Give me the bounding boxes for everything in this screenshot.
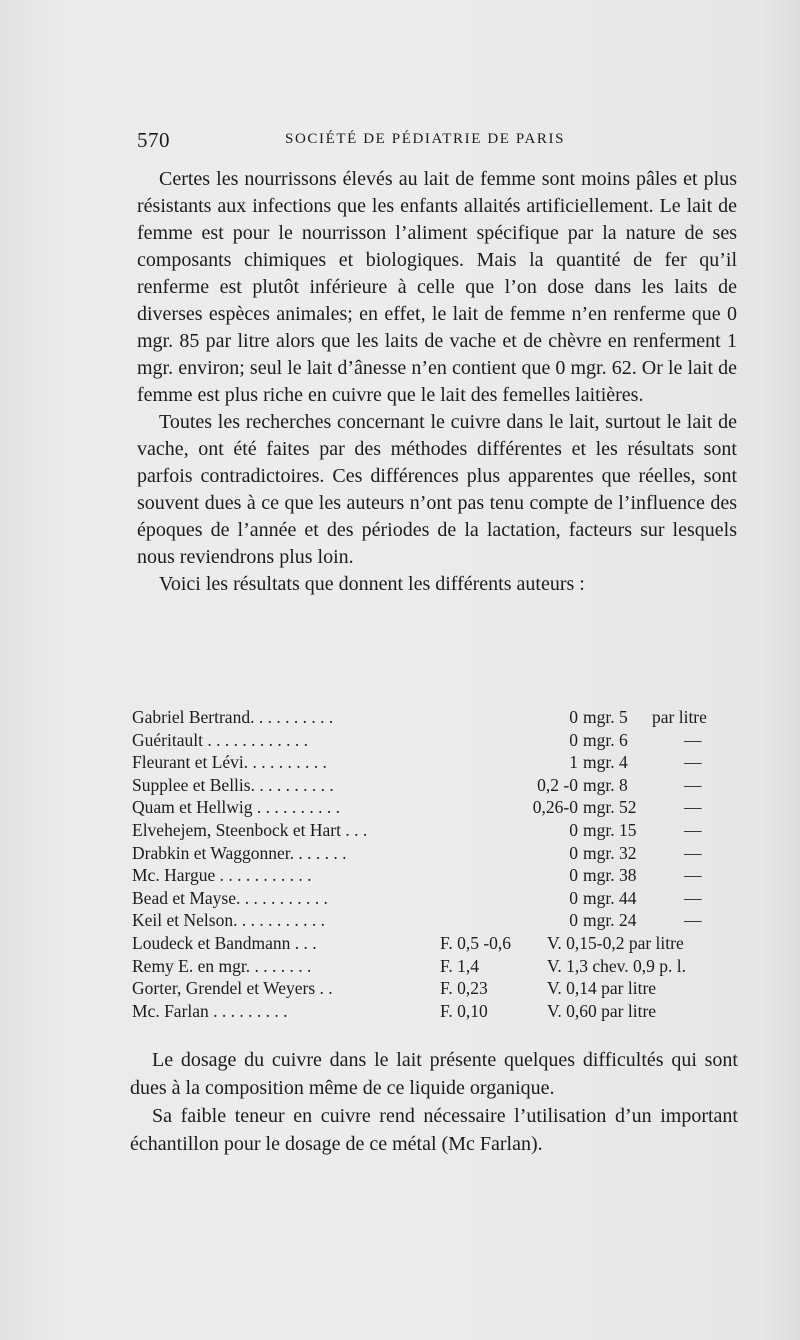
table-row-fv <box>132 1000 742 1023</box>
value-mgr: mgr. 6 <box>583 729 628 750</box>
value-mgr: mgr. 15 <box>583 819 637 840</box>
author-name: Mc. Hargue . . . . . . . . . . . <box>132 865 312 886</box>
closing-text <box>130 1046 738 1158</box>
value-lead: 0 <box>569 887 578 908</box>
paragraph-results-intro: Voici les résultats que donnent les différents auteurs : <box>159 573 585 595</box>
author-name: Remy E. en mgr. . . . . . . . <box>132 955 312 976</box>
author-name: Fleurant et Lévi. . . . . . . . . . <box>132 752 327 773</box>
ditto-dash: — <box>684 797 702 818</box>
value-mgr: mgr. 24 <box>583 910 637 931</box>
value-f: F. 0,5 -0,6 <box>440 932 512 953</box>
unit-label: par litre <box>652 707 707 727</box>
value-mgr: mgr. 44 <box>583 887 637 908</box>
value-lead: 0 <box>569 707 578 727</box>
table-row-fv <box>132 932 742 955</box>
body-text <box>137 166 737 598</box>
value-lead: 0 <box>569 910 578 931</box>
author-name: Bead et Mayse. . . . . . . . . . . <box>132 887 328 908</box>
author-name: Quam et Hellwig . . . . . . . . . . <box>132 797 341 818</box>
author-name: Mc. Farlan . . . . . . . . . <box>132 1000 288 1021</box>
table-row <box>132 796 742 819</box>
page-header <box>137 128 607 156</box>
author-name: Gorter, Grendel et Weyers . . <box>132 978 333 999</box>
table-row <box>132 842 742 865</box>
table-row <box>132 706 742 729</box>
ditto-dash: — <box>684 910 702 931</box>
value-f: F. 0,23 <box>440 978 488 999</box>
ditto-dash: — <box>684 774 702 795</box>
author-name: Drabkin et Waggonner. . . . . . . <box>132 842 347 863</box>
author-name: Loudeck et Bandmann . . . <box>132 932 317 953</box>
ditto-dash: — <box>684 752 702 773</box>
ditto-dash: — <box>684 729 702 750</box>
paragraph-iron-copper: Certes les nourrissons élevés au lait de femme sont moins pâles et plus résistants aux infections que les enfants allaités artificiellement. Le lait de femme est pour le nourrisson l’aliment spécifique par la nature de ses composants chimiques et biologiques. Mais la quantité de fer qu’il renferme est plutôt inférieure à celle que l’on dose dans les laits de diverses espèces animales; en effet, le lait de femme n’en renferme que 0 mgr. 85 par litre alors que les laits de vache et de chèvre en renferment 1 mgr. environ; seul le lait d’ânesse n’en contient que 0 mgr. 62. Or le lait de femme est plus riche en cuivre que le lait des femelles laitières. <box>137 168 737 406</box>
ditto-dash: — <box>684 887 702 908</box>
page-number: 570 <box>137 128 170 152</box>
author-name: Elvehejem, Steenbock et Hart . . . <box>132 819 368 840</box>
value-mgr: mgr. 8 <box>583 774 628 795</box>
value-mgr: mgr. 32 <box>583 842 637 863</box>
value-v: V. 1,3 chev. 0,9 p. l. <box>547 955 687 976</box>
value-mgr: mgr. 5 <box>583 707 628 727</box>
table-row <box>132 909 742 932</box>
ditto-dash: — <box>684 819 702 840</box>
table-row <box>132 729 742 752</box>
table-row <box>132 751 742 774</box>
value-mgr: mgr. 52 <box>583 797 637 818</box>
author-name: Guéritault . . . . . . . . . . . . <box>132 729 308 750</box>
table-row <box>132 774 742 797</box>
value-lead: 0 <box>569 865 578 886</box>
value-v: V. 0,15-0,2 par litre <box>547 932 684 953</box>
running-title: SOCIÉTÉ DE PÉDIATRIE DE PARIS <box>285 131 566 147</box>
ditto-dash: — <box>684 865 702 886</box>
value-lead: 0 <box>569 729 578 750</box>
value-lead: 0 <box>569 819 578 840</box>
author-name: Keil et Nelson. . . . . . . . . . . <box>132 910 325 931</box>
value-mgr: mgr. 38 <box>583 865 637 886</box>
paragraph-sample-size: Sa faible teneur en cuivre rend nécessaire l’utilisation d’un important échantillon pour le dosage de ce métal (Mc Farlan). <box>130 1105 738 1155</box>
value-f: F. 0,10 <box>440 1000 488 1021</box>
table-row <box>132 819 742 842</box>
paragraph-research: Toutes les recherches concernant le cuivre dans le lait, surtout le lait de vache, ont été faites par des méthodes différentes et les résultats sont parfois contradictoires. Ces différences plus apparentes que réelles, sont souvent dues à ce que les auteurs n’ont pas tenu compte de l’influence des époques de l’année et des périodes de la lactation, facteurs sur lesquels nous reviendrons plus loin. <box>137 411 737 568</box>
table-row <box>132 864 742 887</box>
value-v: V. 0,14 par litre <box>547 978 657 999</box>
paragraph-difficulties: Le dosage du cuivre dans le lait présente quelques difficultés qui sont dues à la composition même de ce liquide organique. <box>130 1049 738 1099</box>
ditto-dash: — <box>684 842 702 863</box>
results-table <box>132 706 742 1022</box>
author-name: Gabriel Bertrand. . . . . . . . . . <box>132 707 334 727</box>
value-f: F. 1,4 <box>440 955 479 976</box>
table-row-fv <box>132 955 742 978</box>
table-row <box>132 887 742 910</box>
value-lead: 0,2 -0 <box>537 774 578 795</box>
value-lead: 0,26-0 <box>532 797 578 818</box>
table-row-fv <box>132 977 742 1000</box>
value-v: V. 0,60 par litre <box>547 1000 657 1021</box>
author-name: Supplee et Bellis. . . . . . . . . . <box>132 774 334 795</box>
value-mgr: mgr. 4 <box>583 752 628 773</box>
value-lead: 1 <box>569 752 578 773</box>
value-lead: 0 <box>569 842 578 863</box>
